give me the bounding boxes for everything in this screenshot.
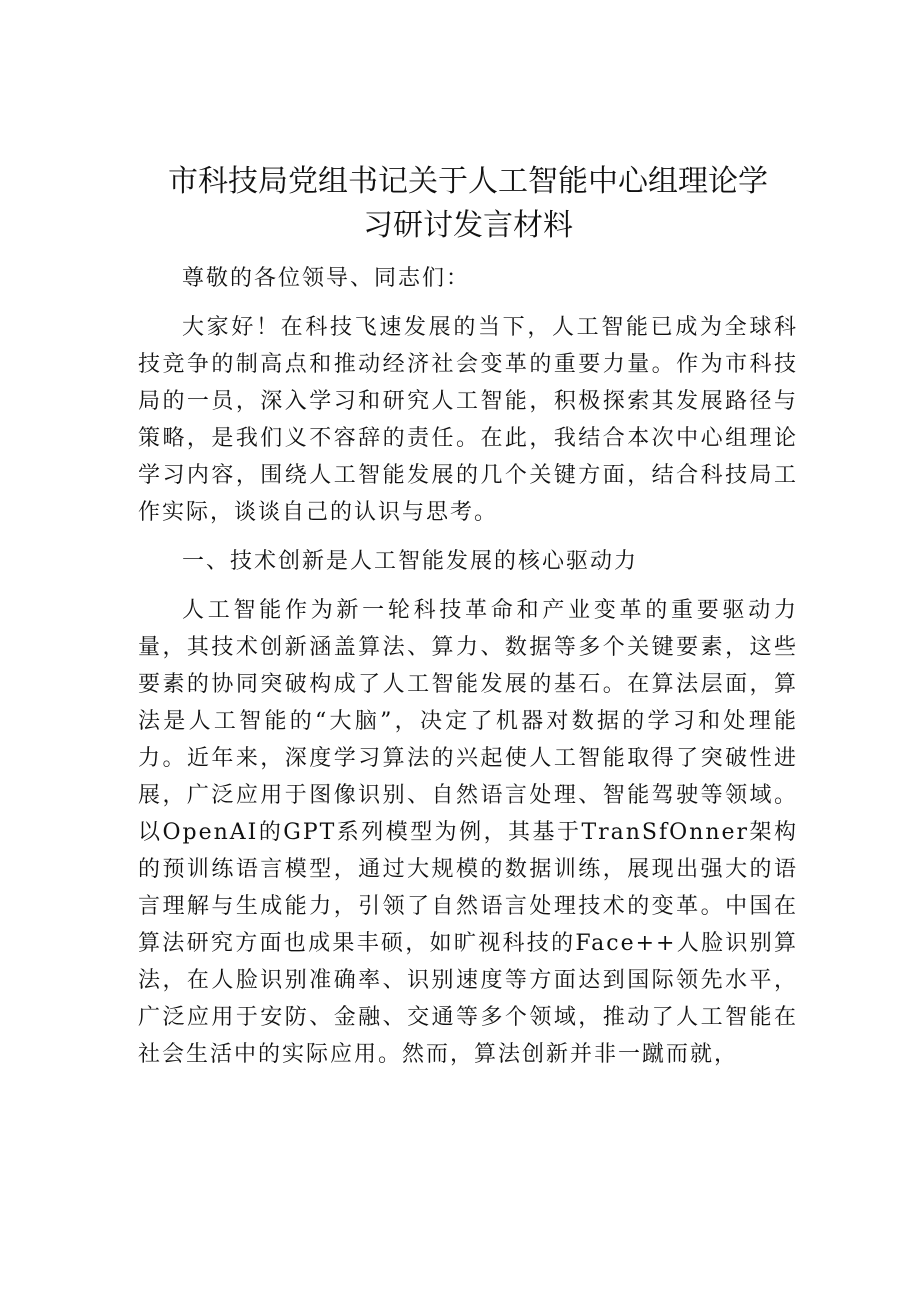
title-line-2: 习研讨发言材料 bbox=[363, 208, 573, 243]
document-title bbox=[138, 160, 798, 248]
document-page bbox=[138, 160, 798, 1073]
title-line-1: 市科技局党组书记关于人工智能中心组理论学 bbox=[168, 164, 768, 199]
salutation: 尊敬的各位领导、同志们： bbox=[182, 266, 471, 291]
intro-paragraph: 大家好！在科技飞速发展的当下，人工智能已成为全球科技竞争的制高点和推动经济社会变革的重要力量。作为市科技局的一员，深入学习和研究人工智能，积极探索其发展路径与策略，是我们义不容辞的责任。在此，我结合本次中心组理论学习内容，围绕人工智能发展的几个关键方面，结合科技局工作实际，谈谈自己的认识与思考。 bbox=[138, 315, 798, 525]
section-1-heading: 一、技术创新是人工智能发展的核心驱动力 bbox=[182, 549, 639, 574]
section-1-paragraph: 人工智能作为新一轮科技革命和产业变革的重要驱动力量，其技术创新涵盖算法、算力、数据等多个关键要素，这些要素的协同突破构成了人工智能发展的基石。在算法层面，算法是人工智能的“大脑”，决定了机器对数据的学习和处理能力。近年来，深度学习算法的兴起使人工智能取得了突破性进展，广泛应用于图像识别、自然语言处理、智能驾驶等领域。以OpenAI的GPT系列模型为例，其基于TranSfOnner架构的预训练语言模型，通过大规模的数据训练，展现出强大的语言理解与生成能力，引领了自然语言处理技术的变革。中国在算法研究方面也成果丰硕，如旷视科技的Face++人脸识别算法，在人脸识别准确率、识别速度等方面达到国际领先水平，广泛应用于安防、金融、交通等多个领域，推动了人工智能在社会生活中的实际应用。然而，算法创新并非一蹴而就， bbox=[138, 598, 798, 1067]
